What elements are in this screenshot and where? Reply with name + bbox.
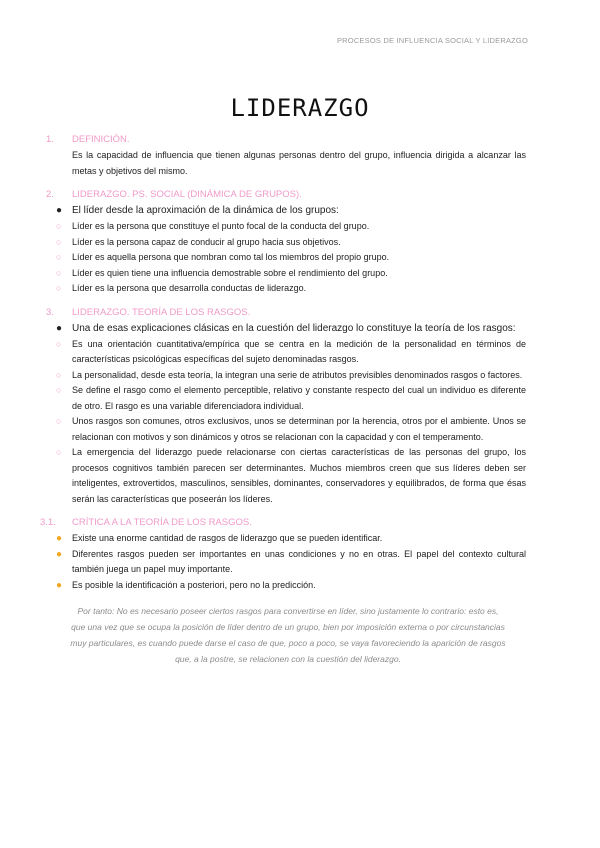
- bullet-dot-icon: ●: [56, 548, 63, 560]
- section-critica-rasgos: [40, 515, 526, 593]
- section-number: 2.: [46, 189, 54, 200]
- section-teoria-rasgos: [40, 305, 526, 508]
- list-item: [40, 250, 526, 266]
- section-number: 3.: [46, 306, 54, 318]
- list-item: [40, 578, 526, 594]
- document-body: [40, 132, 526, 667]
- list-item-text: Líder es la persona que constituye el punto focal de la conducta del grupo.: [72, 221, 370, 231]
- section-number: 3.1.: [40, 517, 56, 528]
- conclusion-note: Por tanto: No es necesario poseer ciertos rasgos para convertirse en líder, sino justamente lo contrario: esto es, que una vez que se ocupa la posición de líder dentro de un grupo, bien por imposición externa o por circunstancias muy particulares, es cuando puede darse el caso de que, poco a poco, se vaya favoreciendo la aparición de rasgos que, a la postre, se relacionen con la cuestión del liderazgo.: [70, 606, 506, 664]
- list-item-text: Unos rasgos son comunes, otros exclusivos, unos se determinan por la herencia, otros por el ambiente. Unos se relacionan con motivos y son dinámicos y otros se relacionan con la capacidad y con el temperamento.: [72, 416, 526, 442]
- bullet-circle-icon: ○: [56, 338, 62, 349]
- list-item: [40, 219, 526, 235]
- bullet-circle-icon: ○: [56, 369, 62, 380]
- list-item: [40, 383, 526, 414]
- section-title: DEFINICIÓN.: [72, 134, 130, 145]
- section-title: LIDERAZGO. TEORÍA DE LOS RASGOS.: [72, 306, 251, 318]
- section-title: CRÍTICA A LA TEORÍA DE LOS RASGOS.: [72, 517, 252, 528]
- bullet-circle-icon: ○: [56, 267, 62, 278]
- list-item-text: Líder es aquella persona que nombran como tal los miembros del propio grupo.: [72, 252, 390, 262]
- list-item: [40, 445, 526, 507]
- list-item-text: Es una orientación cuantitativa/empírica que se centra en la medición de la personalidad en términos de características psicológicas específicas del sujeto denominadas rasgos.: [72, 338, 526, 364]
- list-item-text: Diferentes rasgos pueden ser importantes en unas condiciones y no en otras. El papel del contexto cultural también juega un papel muy importante.: [72, 548, 526, 574]
- bullet-dot-icon: ●: [56, 205, 63, 216]
- list-item-text: El líder desde la aproximación de la dinámica de los grupos:: [72, 205, 339, 216]
- section-heading: [40, 132, 526, 148]
- list-item-text: Líder es la persona que desarrolla conductas de liderazgo.: [72, 283, 307, 293]
- bullet-circle-icon: ○: [56, 236, 62, 247]
- section-title: LIDERAZGO. PS. SOCIAL (DINÁMICA DE GRUPOS).: [72, 189, 302, 200]
- list-item-text: Una de esas explicaciones clásicas en la cuestión del liderazgo lo constituye la teoría de los rasgos:: [72, 322, 516, 334]
- list-item-text: Existe una enorme cantidad de rasgos de liderazgo que se pueden identificar.: [72, 533, 383, 543]
- section-dinamica-grupos: [40, 187, 526, 297]
- list-item-text: La emergencia del liderazgo puede relacionarse con ciertas características de las personas del grupo, los procesos cognitivos también parecen ser determinantes. Muchos miembros creen que sus líderes deben ser inteligentes, extrovertidos, masculinos, sensibles, dominantes, conservadores y equilibrados, de forma que ésas serán las características que poseerán los líderes.: [72, 447, 526, 504]
- bullet-circle-icon: ○: [56, 385, 62, 395]
- list-item-text: Líder es la persona capaz de conducir al grupo hacia sus objetivos.: [72, 236, 341, 247]
- section-heading: [40, 187, 526, 203]
- bullet-circle-icon: ○: [56, 447, 62, 457]
- list-item: [40, 531, 526, 547]
- bullet-dot-icon: ●: [56, 579, 63, 591]
- list-item-text: Es posible la identificación a posteriori, pero no la predicción.: [72, 579, 316, 590]
- list-item: [40, 281, 526, 297]
- bullet-circle-icon: ○: [56, 252, 62, 262]
- list-item: [40, 321, 526, 337]
- bullet-dot-icon: ●: [56, 322, 63, 334]
- list-item: [40, 203, 526, 219]
- section-number: 1.: [46, 134, 54, 145]
- page-title: LIDERAZGO: [230, 94, 370, 123]
- section-heading: [40, 515, 526, 531]
- list-item: [40, 266, 526, 282]
- bullet-circle-icon: ○: [56, 221, 62, 231]
- list-item-text: La personalidad, desde esta teoría, la integran una serie de atributos previsibles denominados rasgos o factores.: [72, 369, 523, 380]
- list-item-text: Líder es quien tiene una influencia demostrable sobre el rendimiento del grupo.: [72, 267, 388, 278]
- bullet-circle-icon: ○: [56, 416, 62, 426]
- page-header: PROCESOS DE INFLUENCIA SOCIAL Y LIDERAZGO: [336, 36, 528, 45]
- list-item: [40, 235, 526, 251]
- list-item: [40, 547, 526, 578]
- list-item: [40, 337, 526, 368]
- definition-paragraph: Es la capacidad de influencia que tienen algunas personas dentro del grupo, influencia dirigida a alcanzar las metas y objetivos del mismo.: [72, 150, 526, 176]
- section-definicion: [40, 132, 526, 179]
- bullet-circle-icon: ○: [56, 283, 62, 293]
- section-heading: [40, 305, 526, 321]
- bullet-dot-icon: ●: [56, 533, 63, 544]
- list-item: [40, 368, 526, 384]
- list-item: [40, 414, 526, 445]
- list-item-text: Se define el rasgo como el elemento perceptible, relativo y constante respecto del cual un individuo es diferente de otro. El rasgo es una variable diferenciadora individual.: [72, 385, 526, 411]
